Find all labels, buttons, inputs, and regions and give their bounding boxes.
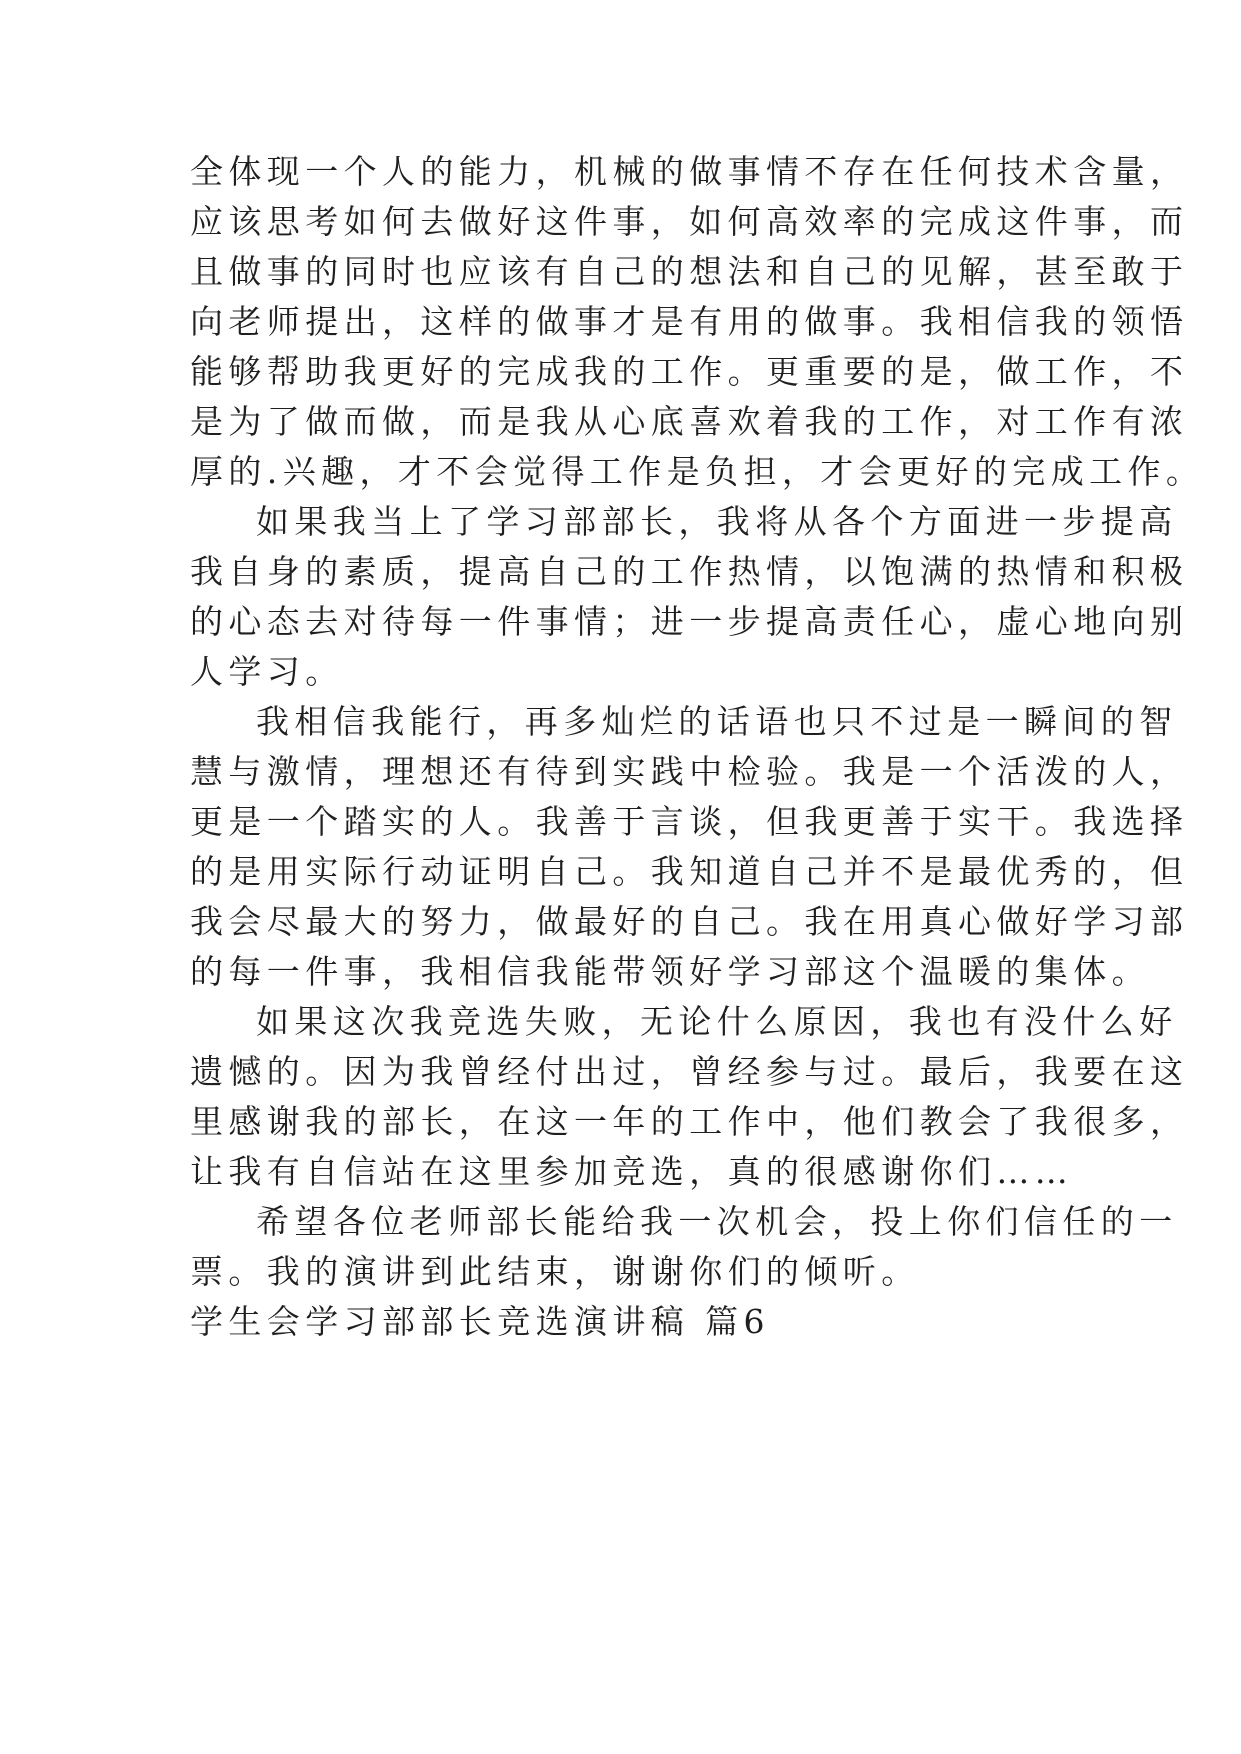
body-text-line: 的心态去对待每一件事情；进一步提高责任心，虚心地向别 — [190, 602, 1189, 641]
body-text-line: 向老师提出，这样的做事才是有用的做事。我相信我的领悟 — [190, 302, 1189, 341]
body-text-line: 更是一个踏实的人。我善于言谈，但我更善于实干。我选择 — [190, 802, 1189, 841]
body-text-line: 全体现一个人的能力，机械的做事情不存在任何技术含量， — [190, 152, 1189, 191]
body-text-line: 我会尽最大的努力，做最好的自己。我在用真心做好学习部 — [190, 902, 1189, 941]
paragraph-first-line: 如果这次我竞选失败，无论什么原因，我也有没什么好 — [256, 1002, 1178, 1041]
body-text-line: 的每一件事，我相信我能带领好学习部这个温暖的集体。 — [190, 952, 1150, 991]
body-text-line: 能够帮助我更好的完成我的工作。更重要的是，做工作，不 — [190, 352, 1189, 391]
body-text-line: 是为了做而做，而是我从心底喜欢着我的工作，对工作有浓 — [190, 402, 1189, 441]
body-text-line: 厚的.兴趣，才不会觉得工作是负担，才会更好的完成工作。 — [190, 452, 1205, 491]
paragraph-first-line: 希望各位老师部长能给我一次机会，投上你们信任的一 — [256, 1202, 1178, 1241]
body-text-line: 且做事的同时也应该有自己的想法和自己的见解，甚至敢于 — [190, 252, 1189, 291]
body-text-line: 里感谢我的部长，在这一年的工作中，他们教会了我很多， — [190, 1102, 1189, 1141]
body-text-line: 遗憾的。因为我曾经付出过，曾经参与过。最后，我要在这 — [190, 1052, 1189, 1091]
body-text-line: 的是用实际行动证明自己。我知道自己并不是最优秀的，但 — [190, 852, 1189, 891]
section-heading: 学生会学习部部长竞选演讲稿 篇6 — [190, 1302, 770, 1341]
body-text-line: 慧与激情，理想还有待到实践中检验。我是一个活泼的人， — [190, 752, 1189, 791]
body-text-line: 票。我的演讲到此结束，谢谢你们的倾听。 — [190, 1252, 920, 1291]
paragraph-first-line: 我相信我能行，再多灿烂的话语也只不过是一瞬间的智 — [256, 702, 1178, 741]
body-text-line: 让我有自信站在这里参加竞选，真的很感谢你们…… — [190, 1152, 1074, 1191]
paragraph-first-line: 如果我当上了学习部部长，我将从各个方面进一步提高 — [256, 502, 1178, 541]
body-text-line: 应该思考如何去做好这件事，如何高效率的完成这件事，而 — [190, 202, 1189, 241]
body-text-line: 我自身的素质，提高自己的工作热情，以饱满的热情和积极 — [190, 552, 1189, 591]
body-text-line: 人学习。 — [190, 652, 344, 691]
